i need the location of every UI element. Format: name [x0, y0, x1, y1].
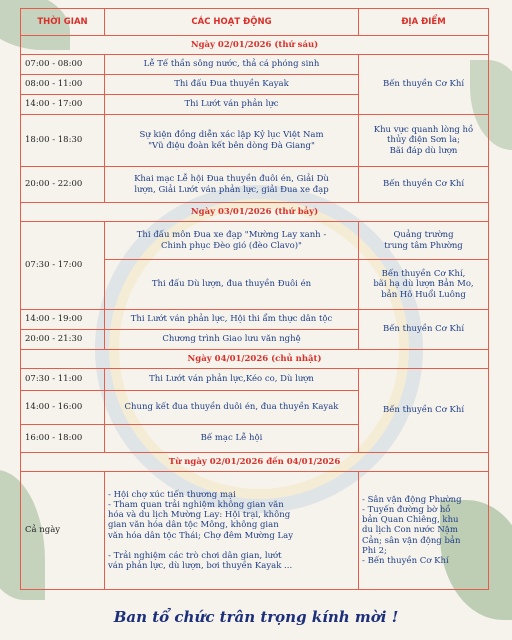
table-row: 16:00 - 18:00 Bế mạc Lễ hội — [21, 425, 489, 453]
table-row: 07:30 - 17:00 Thi đấu môn Đua xe đạp "Mường Lay xanh - Chinh phục Đèo gió (đèo Clavo)" Quảng trường trung tâm Phường — [21, 222, 489, 260]
table-row: 18:00 - 18:30 Sự kiện đồng diễn xác lập Kỷ lục Việt Nam "Vũ điệu đoàn kết bên dòng Đà Giang" Khu vực quanh lòng hồ thủy điện Sơn la; Bãi đáp dù lượn — [21, 115, 489, 167]
day-heading: Ngày 03/01/2026 (thứ bảy) — [21, 203, 489, 222]
table-row: 14:00 - 17:00 Thi Lướt ván phản lực — [21, 95, 489, 115]
table-header-row — [21, 9, 489, 36]
day-heading: Ngày 02/01/2026 (thứ sáu) — [21, 36, 489, 55]
table-row: 08:00 - 11:00 Thi đấu Đua thuyền Kayak — [21, 75, 489, 95]
table-row: Cả ngày - Hội chợ xúc tiến thương mại - Tham quan trải nghiệm không gian văn hóa và du lịch Mường Lay: Hội trại, không gian văn hóa dân tộc Mông, không gian văn hóa dân tộc Thái; Chợ đêm Mường Lay - Trải nghiệm các trò chơi dân gian, lướt ván phản lực, dù lượn, bơi thuyền Kayak ... - Sân vận động Phường - Tuyến đường bờ hồ bản Quan Chiêng, khu du lịch Con nước Nậm Cản; sân vận động bản Phi 2; - Bến thuyền Cơ Khí — [21, 472, 489, 590]
table-row: 07:00 - 08:00 Lễ Tế thần sông nước, thả cá phóng sinh Bến thuyền Cơ Khí — [21, 55, 489, 75]
day-heading: Ngày 04/01/2026 (chủ nhật) — [21, 350, 489, 369]
day-heading: Từ ngày 02/01/2026 đến 04/01/2026 — [21, 453, 489, 472]
header-time: THỜI GIAN — [21, 9, 105, 36]
header-activities: CÁC HOẠT ĐỘNG — [105, 9, 359, 36]
table-row: 20:00 - 21:30 Chương trình Giao lưu văn nghệ — [21, 330, 489, 350]
footer-invitation: Ban tổ chức trân trọng kính mời ! — [113, 608, 399, 626]
header-location: ĐỊA ĐIỂM — [359, 9, 489, 36]
table-row: 14:00 - 19:00 Thi Lướt ván phản lực, Hội thi ẩm thực dân tộc Bến thuyền Cơ Khí — [21, 310, 489, 330]
table-row: 14:00 - 16:00 Chung kết đua thuyền duôi én, đua thuyền Kayak — [21, 391, 489, 425]
table-row: 20:00 - 22:00 Khai mạc Lễ hội Đua thuyền đuôi én, Giải Dù lượn, Giải Lướt ván phản lực, giải Đua xe đạp Bến thuyền Cơ Khí — [21, 167, 489, 203]
table-row: Thi đấu Dù lượn, đua thuyền Đuôi én Bến thuyền Cơ Khí, bãi hạ dù lượn Bản Mo, bản Hô Huổi Luông — [21, 260, 489, 310]
schedule-table — [20, 8, 489, 590]
table-row: 07:30 - 11:00 Thi Lướt ván phản lực,Kéo co, Dù lượn Bến thuyền Cơ Khí — [21, 369, 489, 391]
